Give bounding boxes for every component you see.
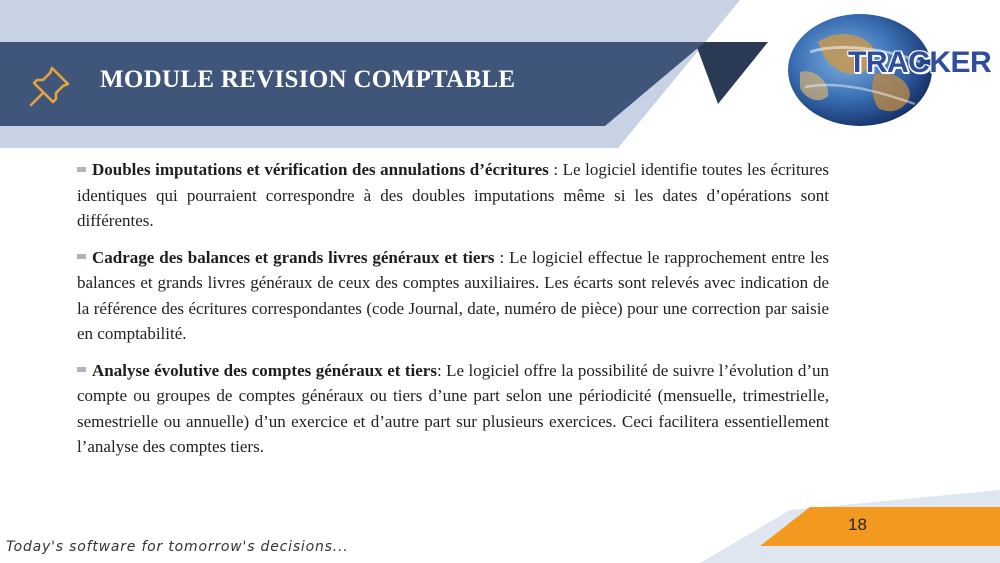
paragraph-analyse-evolutive bbox=[77, 358, 829, 460]
page-number: 18 bbox=[848, 515, 867, 534]
paragraph-separator: : bbox=[494, 247, 510, 267]
paragraph-cadrage-balances bbox=[77, 245, 829, 347]
bullet-icon bbox=[77, 254, 86, 259]
logo-wordmark: TRACKER bbox=[848, 46, 992, 79]
paragraph-body: Le logiciel offre la possibilité de suivre l’évolution d’un compte ou groupes de comptes généraux ou tiers d’une part selon une périodicité (mensuelle, trimestrielle, semestrielle ou annuelle) d’un exercice et d’autre part sur plusieurs exercices. Ceci facilitera essentiellement l’analyse des comptes tiers. bbox=[77, 360, 829, 456]
pushpin-icon bbox=[26, 62, 74, 110]
content-body bbox=[77, 157, 829, 471]
paragraph-heading: Cadrage des balances et grands livres généraux et tiers bbox=[92, 247, 495, 267]
paragraph-body: Le logiciel effectue le rapprochement entre les balances et grands livres généraux de ceux des comptes auxiliaires. Les écarts sont relevés avec indication de la référence des écritures correspondantes (code Journal, date, numéro de pièce) pour une correction par saisie en comptabilité. bbox=[77, 247, 829, 343]
paragraph-separator: : bbox=[436, 360, 447, 380]
paragraph-heading: Doubles imputations et vérification des annulations d’écritures bbox=[92, 160, 549, 179]
paragraph-separator: : bbox=[548, 160, 563, 179]
footer-tagline: Today's software for tomorrow's decisions... bbox=[6, 539, 349, 555]
page-title: MODULE REVISION COMPTABLE bbox=[100, 66, 516, 93]
paragraph-double-imputations bbox=[77, 157, 829, 234]
paragraph-body: Le logiciel identifie toutes les écritures identiques qui pourraient correspondre à des doubles imputations même si les dates d’opérations sont différentes. bbox=[77, 160, 829, 230]
bullet-icon bbox=[77, 167, 86, 172]
dark-accent-triangle bbox=[695, 42, 768, 104]
bullet-icon bbox=[77, 367, 86, 372]
paragraph-heading: Analyse évolutive des comptes généraux et tiers bbox=[92, 360, 437, 380]
